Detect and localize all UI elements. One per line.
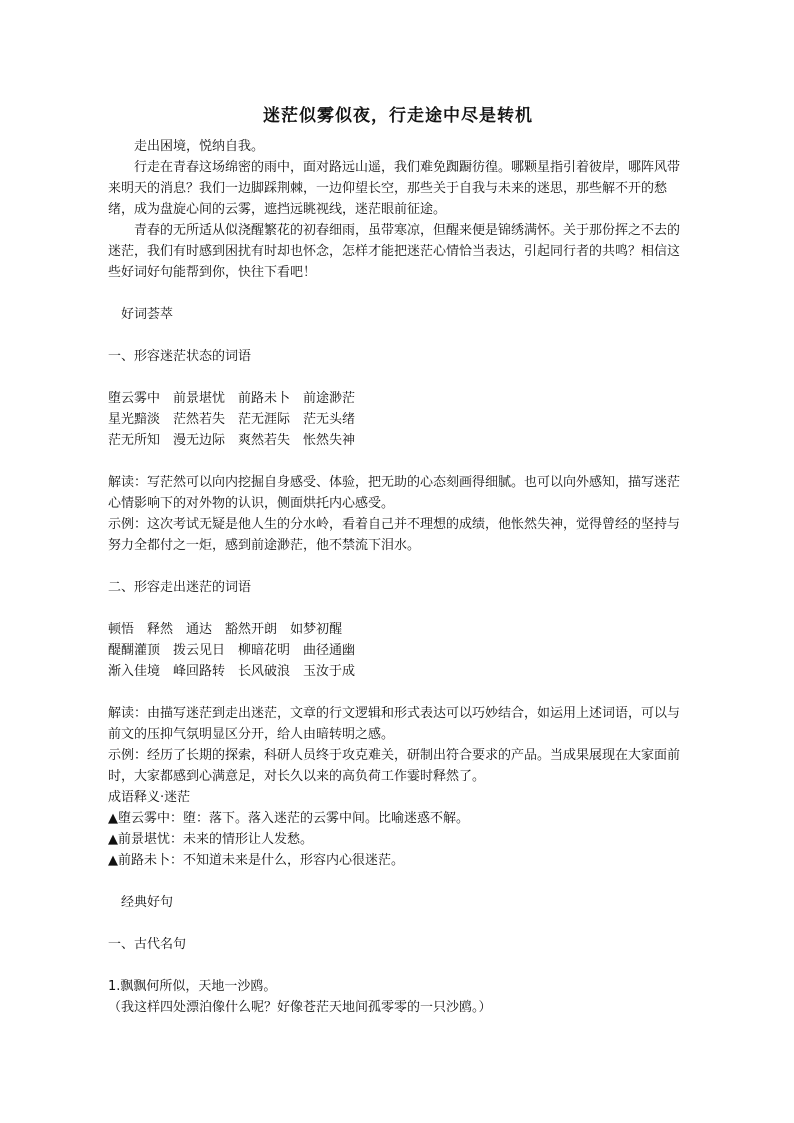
word-item: 渐入佳境 (108, 664, 161, 679)
word-item: 茫无涯际 (238, 412, 291, 427)
idiom-item: ▲堕云雾中：堕：落下。落入迷茫的云雾中间。比喻迷惑不解。 (108, 811, 469, 826)
word-row (108, 409, 688, 430)
word-item: 爽然若失 (238, 433, 291, 448)
part1-example: 示例：这次考试无疑是他人生的分水岭，看着自己并不理想的成绩，他怅然失神，觉得曾经的坚持与努力全都付之一炬，感到前途渺茫，他不禁流下泪水。 (108, 517, 681, 553)
word-item: 玉汝于成 (303, 664, 356, 679)
word-item: 堕云雾中 (108, 391, 161, 406)
idiom-item: ▲前路未卜：不知道未来是什么，形容内心很迷茫。 (108, 853, 404, 868)
part1-heading: 一、形容迷茫状态的词语 (108, 349, 252, 364)
word-item: 柳暗花明 (238, 643, 291, 658)
classic-quote: 1.飘飘何所似，天地一沙鸥。 (108, 979, 277, 994)
part1-explanation: 解读：写茫然可以向内挖掘自身感受、体验，把无助的心态刻画得细腻。也可以向外感知，描写迷茫心情影响下的对外物的认识，侧面烘托内心感受。 (108, 475, 681, 511)
intro-paragraph-3: 青春的无所适从似浇醒繁花的初春细雨，虽带寒凉，但醒来便是锦绣满怀。关于那份挥之不去的迷茫，我们有时感到困扰有时却也怀念，怎样才能把迷茫心情恰当表达，引起同行者的共鸣？相信这些好词好句能帮到你，快往下看吧！ (108, 223, 681, 280)
section-heading-words: 好词荟萃 (121, 307, 174, 322)
word-item: 前景堪忧 (173, 391, 226, 406)
word-item: 漫无边际 (173, 433, 226, 448)
word-item: 茫无所知 (108, 433, 161, 448)
article-title: 迷茫似雾似夜，行走途中尽是转机 (263, 106, 533, 126)
word-item: 豁然开朗 (225, 622, 278, 637)
part3-heading: 一、古代名句 (108, 937, 187, 952)
word-item: 如梦初醒 (290, 622, 343, 637)
part2-explanation: 解读：由描写迷茫到走出迷茫，文章的行文逻辑和形式表达可以巧妙结合，如运用上述词语，可以与前文的压抑气氛明显区分开，给人由暗转明之感。 (108, 706, 681, 742)
part2-heading: 二、形容走出迷茫的词语 (108, 580, 252, 595)
word-item: 茫然若失 (173, 412, 226, 427)
section-heading-sentences: 经典好句 (121, 895, 174, 910)
word-item: 峰回路转 (173, 664, 226, 679)
quote-translation: （我这样四处漂泊像什么呢？好像苍茫天地间孤零零的一只沙鸥。） (108, 1000, 492, 1015)
word-item: 前路未卜 (238, 391, 291, 406)
word-item: 怅然失神 (303, 433, 356, 448)
word-row (108, 430, 688, 451)
word-row (108, 640, 688, 661)
word-row (108, 661, 688, 682)
word-item: 释然 (147, 622, 174, 637)
idioms-heading: 成语释义·迷茫 (108, 790, 191, 805)
word-item: 星光黯淡 (108, 412, 161, 427)
word-row (108, 388, 688, 409)
word-item: 拨云见日 (173, 643, 226, 658)
part2-example: 示例：经历了长期的探索，科研人员终于攻克难关，研制出符合要求的产品。当成果展现在大家面前时，大家都感到心满意足，对长久以来的高负荷工作霎时释然了。 (108, 748, 681, 784)
word-item: 茫无头绪 (303, 412, 356, 427)
document-page (108, 104, 688, 1018)
word-item: 通达 (186, 622, 213, 637)
idiom-item: ▲前景堪忧：未来的情形让人发愁。 (108, 832, 313, 847)
word-item: 醍醐灌顶 (108, 643, 161, 658)
word-item: 曲径通幽 (303, 643, 356, 658)
word-item: 前途渺茫 (303, 391, 356, 406)
word-item: 顿悟 (108, 622, 135, 637)
intro-paragraph-2: 行走在青春这场绵密的雨中，面对路远山遥，我们难免踟蹰彷徨。哪颗星指引着彼岸，哪阵风带来明天的消息？我们一边脚踩荆棘，一边仰望长空，那些关于自我与未来的迷思，那些解不开的愁绪，成为盘旋心间的云雾，遮挡远眺视线，迷茫眼前征途。 (108, 160, 681, 217)
word-item: 长风破浪 (238, 664, 291, 679)
word-row (108, 619, 688, 640)
intro-paragraph-1: 走出困境，悦纳自我。 (134, 139, 265, 154)
